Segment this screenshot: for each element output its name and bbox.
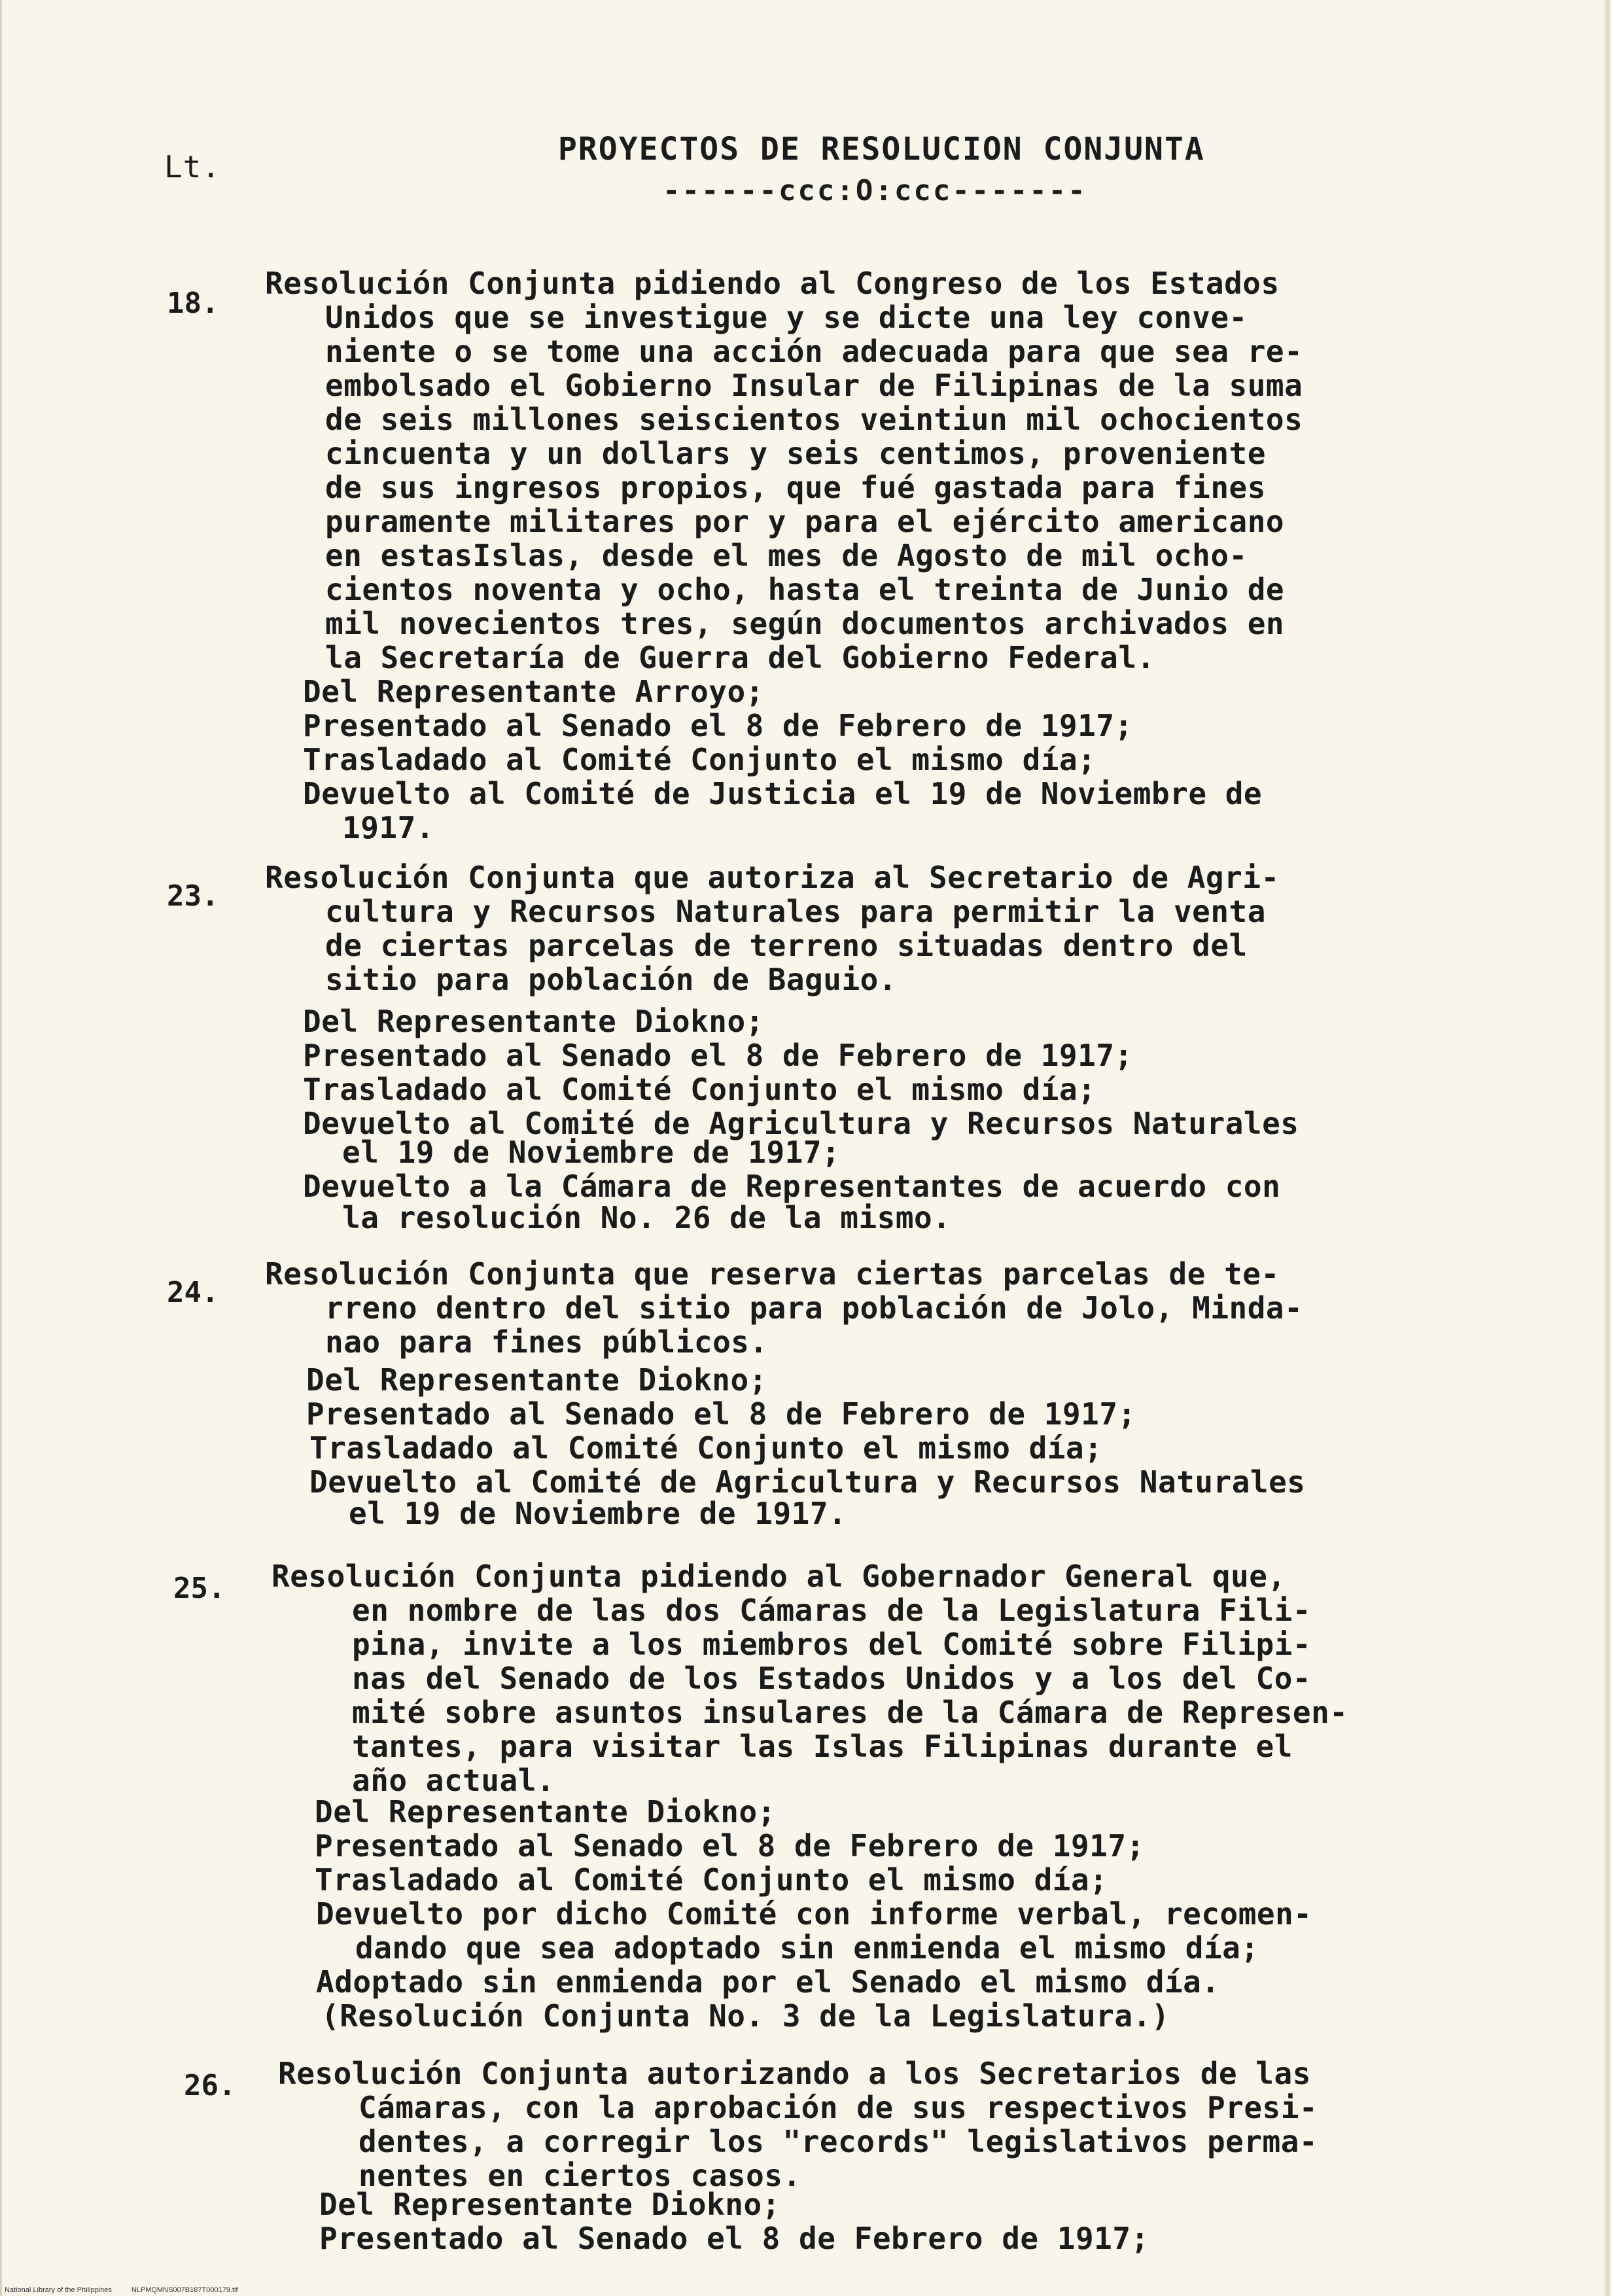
entry-line: Resolución Conjunta pidiendo al Congreso de los Estados [265, 266, 1280, 301]
entry-line: rreno dentro del sitio para población de Jolo, Minda- [325, 1290, 1303, 1326]
entry-line: Trasladado al Comité Conjunto el mismo día; [315, 1862, 1108, 1898]
entry-line: embolsado el Gobierno Insular de Filipinas de la suma [325, 368, 1303, 403]
entry-line: año actual. [352, 1763, 555, 1798]
footer-file: NLPMQMNS007B187T000179.tif [131, 2286, 238, 2294]
entry-number: 24. [167, 1276, 219, 1309]
entry-line: puramente militares por y para el ejército americano [325, 504, 1285, 539]
entry-number: 26. [184, 2069, 236, 2102]
entry-line: Trasladado al Comité Conjunto el mismo día; [309, 1430, 1103, 1466]
entry-representative: Del Representante Diokno; [303, 1004, 764, 1039]
entry-line: Adoptado sin enmienda por el Senado el mismo día. [316, 1964, 1220, 2000]
entry-line: Trasladado al Comité Conjunto el mismo día; [303, 742, 1096, 777]
title-divider: ------ccc:O:ccc------- [663, 174, 1087, 207]
entry-representative: Del Representante Diokno; [315, 1794, 776, 1829]
entry-line: pina, invite a los miembros del Comité sobre Filipi- [352, 1627, 1312, 1662]
entry-line: dentes, a corregir los "records" legislativos perma- [359, 2124, 1318, 2159]
entry-line: de ciertas parcelas de terreno situadas dentro del [325, 928, 1248, 963]
entry-line: cientos noventa y ocho, hasta el treinta de Junio de [325, 572, 1285, 607]
entry-line: Resolución Conjunta que reserva ciertas parcelas de te- [265, 1256, 1280, 1292]
entry-number: 18. [167, 287, 219, 320]
entry-line: Resolución Conjunta que autoriza al Secretario de Agri- [265, 860, 1280, 895]
entry-line: la resolución No. 26 de la mismo. [342, 1200, 951, 1235]
entry-line: cincuenta y un dollars y seis centimos, proveniente [325, 436, 1266, 471]
entry-line: tantes, para visitar las Islas Filipinas durante el [352, 1729, 1293, 1764]
entry-line: la Secretaría de Guerra del Gobierno Federal. [325, 640, 1155, 675]
entry-line: de sus ingresos propios, que fué gastada para fines [325, 470, 1266, 505]
entry-line: dando que sea adoptado sin enmienda el mismo día; [355, 1930, 1259, 1966]
entry-representative: Del Representante Diokno; [319, 2187, 780, 2222]
entry-line: Presentado al Senado el 8 de Febrero de 1917; [306, 1396, 1136, 1432]
entry-line: de seis millones seiscientos veintiun mil ochocientos [325, 402, 1303, 437]
entry-representative: Del Representante Diokno; [306, 1362, 767, 1398]
entry-line: nas del Senado de los Estados Unidos y a los del Co- [352, 1661, 1312, 1696]
entry-line: Presentado al Senado el 8 de Febrero de 1917; [319, 2221, 1149, 2256]
entry-line: Devuelto al Comité de Agricultura y Recursos Naturales [309, 1464, 1306, 1500]
entry-line: mité sobre asuntos insulares de la Cámara de Represen- [352, 1695, 1348, 1730]
entry-number: 23. [167, 879, 219, 913]
entry-line: niente o se tome una acción adecuada para que sea re- [325, 334, 1303, 369]
entry-line: en nombre de las dos Cámaras de la Legislatura Fili- [352, 1593, 1312, 1628]
entry-line: Trasladado al Comité Conjunto el mismo día; [303, 1072, 1096, 1107]
header-left-label: Lt. [164, 149, 221, 185]
entry-line: nentes en ciertos casos. [359, 2158, 801, 2193]
entry-line: Unidos que se investigue y se dicte una ley conve- [325, 300, 1248, 335]
entry-line: Devuelto por dicho Comité con informe verbal, recomen- [316, 1896, 1312, 1932]
entry-line: Resolución Conjunta pidiendo al Gobernador General que, [272, 1559, 1286, 1594]
entry-line: Devuelto al Comité de Agricultura y Recursos Naturales [303, 1106, 1299, 1141]
entry-line: Devuelto a la Cámara de Representantes de acuerdo con [303, 1169, 1281, 1204]
entry-line: el 19 de Noviembre de 1917. [349, 1496, 847, 1531]
entry-line: (Resolución Conjunta No. 3 de la Legislatura.) [321, 1998, 1170, 2034]
footer-library: National Library of the Philippines [5, 2286, 112, 2294]
scan-footer [5, 2286, 258, 2294]
entry-line: mil novecientos tres, según documentos archivados en [325, 606, 1285, 641]
entry-line: Presentado al Senado el 8 de Febrero de 1917; [303, 1038, 1133, 1073]
entry-line: Presentado al Senado el 8 de Febrero de 1917; [315, 1828, 1145, 1863]
entry-line: Cámaras, con la aprobación de sus respectivos Presi- [359, 2090, 1318, 2125]
document-title: PROYECTOS DE RESOLUCION CONJUNTA [558, 131, 1205, 168]
page-edge [1603, 0, 1612, 2296]
entry-line: en estasIslas, desde el mes de Agosto de mil ocho- [325, 538, 1248, 573]
entry-line: el 19 de Noviembre de 1917; [342, 1135, 841, 1170]
entry-line: Resolución Conjunta autorizando a los Secretarios de las [278, 2056, 1311, 2091]
entry-line: Presentado al Senado el 8 de Febrero de 1917; [303, 708, 1133, 743]
entry-representative: Del Representante Arroyo; [303, 674, 764, 709]
entry-line: 1917. [342, 810, 434, 845]
entry-line: nao para fines públicos. [325, 1324, 768, 1360]
entry-line: sitio para población de Baguio. [325, 962, 898, 997]
entry-line: cultura y Recursos Naturales para permitir la venta [325, 894, 1266, 929]
entry-number: 25. [173, 1572, 226, 1605]
entry-line: Devuelto al Comité de Justicia el 19 de Noviembre de [303, 776, 1263, 811]
